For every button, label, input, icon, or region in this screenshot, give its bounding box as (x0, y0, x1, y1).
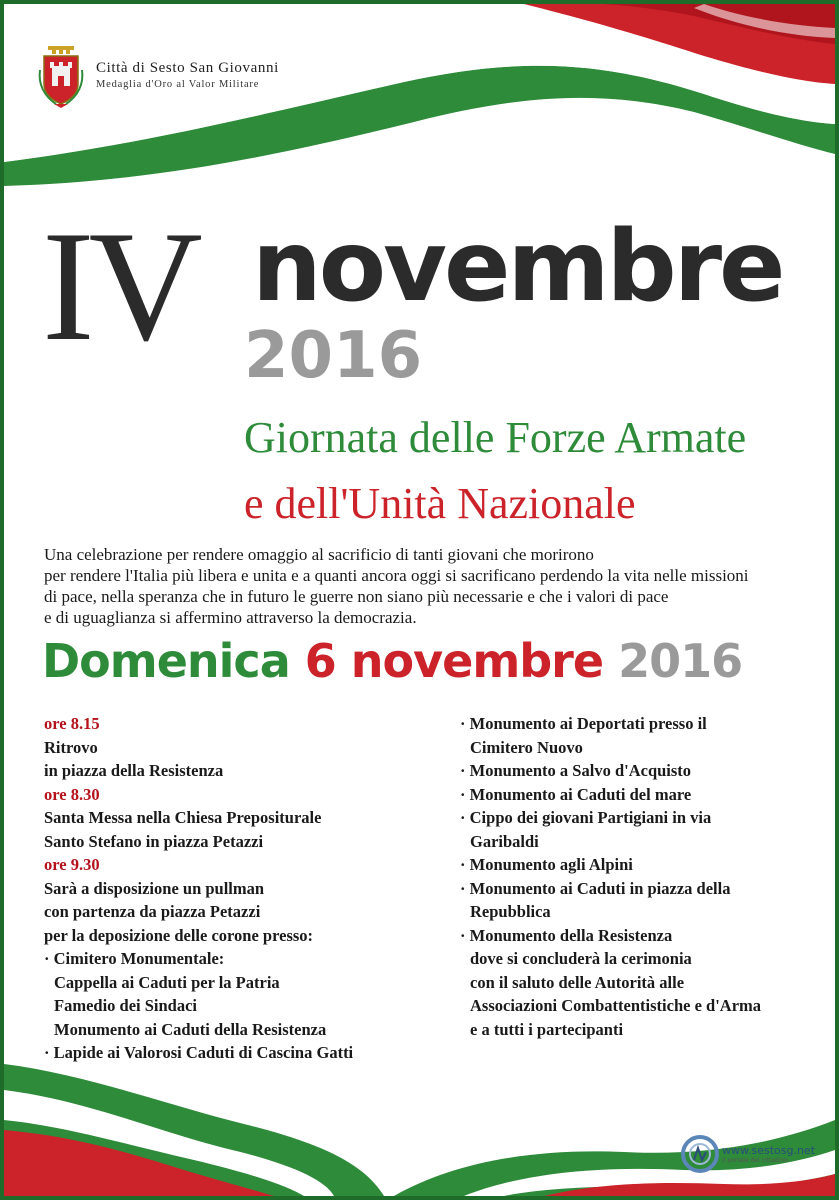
schedule-line: Associazioni Combattentistiche e d'Arma (470, 996, 762, 1015)
intro-line: per rendere l'Italia più libera e unita e a quanti ancora oggi si sacrificano perdendo la vita nelle missioni (44, 566, 749, 585)
intro-paragraph (44, 544, 814, 628)
schedule-line: Santo Stefano in piazza Petazzi (44, 831, 264, 851)
schedule-bullet-line: · Lapide ai Valorosi Caduti di Cascina Gatti (44, 1041, 444, 1065)
schedule-bullet-line: · Monumento della Resistenza (460, 924, 820, 948)
website-url[interactable]: www.sestosg.net (722, 1144, 816, 1157)
schedule-line: Repubblica (470, 902, 551, 921)
month-title: novembre (252, 210, 783, 324)
intro-line: Una celebrazione per rendere omaggio al sacrificio di tanti giovani che morirono (44, 545, 594, 564)
schedule-bullet-line: · Cimitero Monumentale: (44, 947, 444, 971)
website-tagline: il portale del cittadino (722, 1157, 788, 1164)
schedule-bullet-line: · Monumento ai Caduti in piazza della (460, 877, 820, 901)
year-title: 2016 (244, 319, 423, 393)
schedule-line: Cappella ai Caduti per la Patria (54, 972, 280, 992)
schedule-time: ore 9.30 (44, 855, 100, 874)
event-year: 2016 (618, 634, 743, 688)
schedule-line: Sarà a disposizione un pullman (44, 878, 265, 898)
intro-line: di pace, nella speranza che in futuro le guerre non siano più necessarie e che i valori di pace (44, 587, 669, 606)
schedule-line: con il saluto delle Autorità alle (470, 972, 685, 992)
city-crest-icon (34, 40, 88, 110)
schedule-bullet-line: · Monumento ai Deportati presso il (460, 712, 820, 736)
city-logo-block (34, 40, 279, 110)
schedule-line: Famedio dei Sindaci (54, 996, 198, 1015)
schedule-line: Ritrovo (44, 737, 98, 757)
schedule-line: Garibaldi (470, 831, 539, 851)
schedule-bullet-line: · Cippo dei giovani Partigiani in via (460, 806, 820, 830)
city-name: Città di Sesto San Giovanni (96, 60, 279, 76)
schedule-line: dove si concluderà la cerimonia (470, 949, 692, 968)
intro-line: e di uguaglianza si affermino attraverso la democrazia. (44, 608, 417, 627)
website-badge[interactable] (680, 1134, 815, 1174)
schedule-line: Cimitero Nuovo (470, 737, 583, 757)
schedule-time: ore 8.15 (44, 714, 100, 733)
schedule-line: Monumento ai Caduti della Resistenza (54, 1019, 327, 1039)
poster (4, 4, 835, 1196)
subtitle-line-2: e dell'Unità Nazionale (244, 479, 636, 528)
schedule-bullet-line: · Monumento agli Alpini (460, 853, 820, 877)
schedule-left-column (44, 712, 444, 1065)
schedule-line: per la deposizione delle corone presso: (44, 925, 314, 945)
event-date (42, 634, 743, 688)
schedule-bullet-line: · Monumento a Salvo d'Acquisto (460, 759, 820, 783)
subtitle-line-1: Giornata delle Forze Armate (244, 413, 747, 462)
schedule-right-column (460, 712, 820, 1041)
globe-logo-icon (680, 1134, 720, 1174)
schedule-line: in piazza della Resistenza (44, 761, 224, 780)
schedule-time: ore 8.30 (44, 784, 100, 804)
roman-numeral-title: IV (42, 199, 197, 374)
schedule-bullet-line: · Monumento ai Caduti del mare (460, 783, 820, 807)
event-day-month: 6 novembre (304, 634, 604, 688)
city-medal-caption: Medaglia d'Oro al Valor Militare (96, 79, 260, 90)
schedule-line: e a tutti i partecipanti (470, 1019, 624, 1039)
event-day: Domenica (42, 634, 290, 688)
schedule-line: Santa Messa nella Chiesa Prepositurale (44, 808, 322, 827)
schedule-line: con partenza da piazza Petazzi (44, 902, 261, 921)
